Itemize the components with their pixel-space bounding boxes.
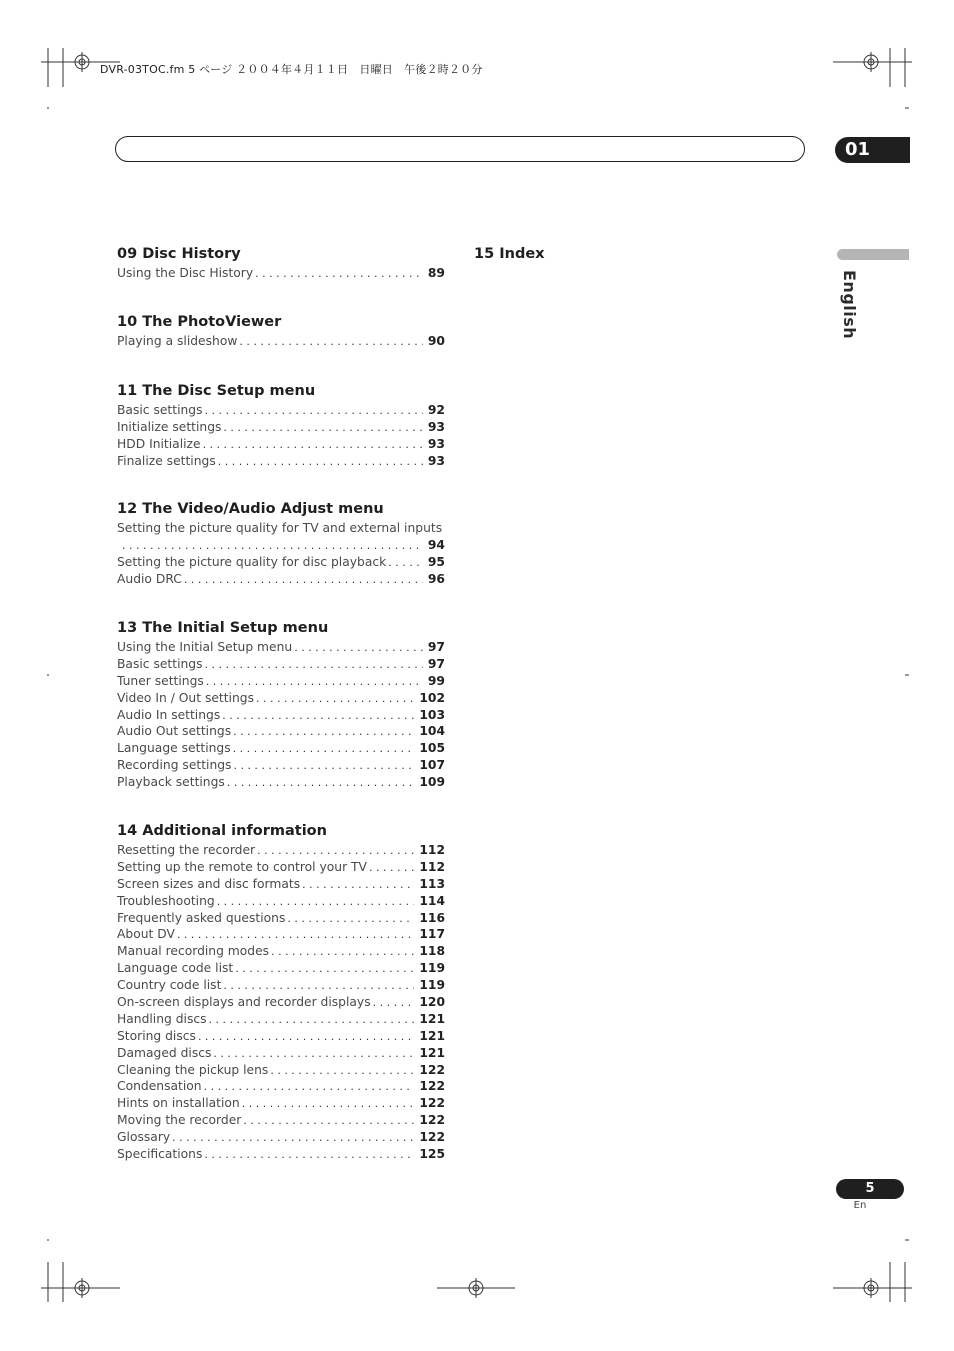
toc-entry-page: 118 — [419, 944, 445, 959]
toc-section-disc-setup — [117, 381, 445, 470]
dot-leader — [184, 572, 423, 589]
dot-leader — [209, 1012, 415, 1029]
toc-entry-text: Cleaning the pickup lens — [117, 1062, 269, 1077]
toc-entry-page: 103 — [419, 707, 445, 722]
toc-entry-text: Language code list — [117, 961, 234, 976]
section-title: 11 The Disc Setup menu — [117, 383, 316, 399]
toc-entry-text: Screen sizes and disc formats — [117, 876, 301, 891]
toc-entry-page: 120 — [419, 995, 445, 1010]
toc-entry-text: Resetting the recorder — [117, 843, 256, 857]
dot-leader — [243, 1113, 414, 1130]
section-title: 12 The Video/Audio Adjust menu — [117, 501, 384, 517]
toc-entry-text: Basic settings — [117, 656, 203, 671]
toc-entry-page: 109 — [419, 775, 445, 790]
toc-entry-page: 97 — [427, 640, 445, 654]
dot-leader — [204, 1147, 414, 1164]
section-title: 09 Disc History — [117, 246, 241, 262]
dot-leader — [177, 927, 414, 944]
toc-entry-page: 119 — [419, 978, 445, 993]
toc-entry[interactable] — [117, 757, 445, 774]
toc-entry-text: Glossary — [117, 1130, 171, 1145]
toc-section-photoviewer — [117, 312, 445, 350]
toc-entry[interactable] — [117, 910, 445, 927]
dot-leader — [239, 334, 422, 351]
toc-entry-page: 96 — [427, 571, 445, 586]
toc-section-initial-setup — [117, 618, 445, 791]
section-title: 14 Additional information — [117, 823, 327, 839]
toc-entry[interactable] — [117, 926, 445, 943]
dot-leader — [373, 995, 415, 1012]
dot-leader — [369, 860, 414, 877]
toc-entry-page: 121 — [419, 1028, 445, 1043]
toc-section-additional-information — [117, 821, 445, 1163]
toc-entry-page: 122 — [419, 1130, 445, 1145]
section-title: 10 The PhotoViewer — [117, 314, 282, 330]
dot-leader — [205, 403, 423, 420]
dot-leader — [218, 454, 423, 471]
toc-entry[interactable] — [117, 537, 445, 554]
toc-entry[interactable] — [117, 1078, 445, 1095]
toc-entry[interactable] — [117, 876, 445, 893]
toc-entry-text: Manual recording modes — [117, 944, 270, 959]
toc-entry[interactable] — [117, 453, 445, 470]
dot-leader — [287, 911, 414, 928]
dot-leader — [233, 758, 414, 775]
toc-entry-page: 112 — [419, 859, 445, 874]
toc-entry[interactable] — [117, 842, 445, 859]
toc-entry[interactable] — [117, 419, 445, 436]
toc-entry-text: Recording settings — [117, 758, 232, 773]
toc-entry-text: Video In / Out settings — [117, 690, 254, 705]
toc-entry[interactable] — [117, 859, 445, 876]
toc-entry-text: Tuner settings — [117, 673, 204, 688]
section-title: 13 The Initial Setup menu — [117, 620, 329, 636]
toc-entry-page: 92 — [427, 403, 445, 417]
toc-entry-page: 117 — [419, 927, 445, 942]
toc-entry-page: 102 — [419, 690, 445, 705]
file-info-header: DVR-03TOC.fm 5 ページ ２００４年４月１１日 日曜日 午後２時２０分 — [100, 63, 483, 76]
toc-entry-page: 104 — [419, 724, 445, 739]
toc-entry-page: 119 — [419, 961, 445, 976]
toc-entry[interactable] — [117, 1129, 445, 1146]
toc-entry[interactable] — [117, 554, 445, 571]
dot-leader — [204, 1079, 415, 1096]
toc-entry-text: On-screen displays and recorder displays — [117, 995, 371, 1010]
toc-entry[interactable] — [117, 977, 445, 994]
toc-entry-page: 122 — [419, 1079, 445, 1094]
toc-entry[interactable] — [117, 740, 445, 757]
toc-entry-text: Frequently asked questions — [117, 910, 286, 925]
toc-section-index[interactable]: 15 Index — [474, 246, 545, 262]
toc-entry-text: Audio Out settings — [117, 724, 232, 739]
dot-leader — [233, 741, 415, 758]
dot-leader — [206, 674, 423, 691]
dot-leader — [256, 691, 414, 708]
toc-entry-text: Using the Initial Setup menu — [117, 640, 293, 654]
toc-entry-text: Troubleshooting — [117, 893, 215, 908]
toc-entry-text: Setting up the remote to control your TV — [117, 859, 367, 874]
dot-leader — [235, 961, 414, 978]
dot-leader — [223, 420, 422, 437]
toc-entry-text: Handling discs — [117, 1011, 207, 1026]
toc-entry[interactable] — [117, 774, 445, 791]
toc-entry-text: Specifications — [117, 1147, 203, 1162]
toc-entry-text: Language settings — [117, 741, 231, 756]
toc-entry-text: Country code list — [117, 978, 222, 993]
toc-entry[interactable] — [117, 1028, 445, 1045]
dot-leader — [302, 877, 414, 894]
dot-leader — [388, 555, 423, 572]
page-language-code: En — [853, 1200, 867, 1211]
toc-entry-text: Storing discs — [117, 1028, 196, 1043]
toc-entry-text: Finalize settings — [117, 453, 216, 468]
dot-leader — [203, 437, 423, 454]
toc-entry[interactable] — [117, 402, 445, 419]
dot-leader — [294, 640, 423, 657]
toc-entry-page: 105 — [419, 741, 445, 756]
toc-entry-page: 125 — [419, 1147, 445, 1162]
toc-entry[interactable] — [117, 571, 445, 588]
toc-entry-text: HDD Initialize — [117, 436, 201, 451]
dot-leader — [122, 538, 423, 555]
toc-entry-page: 114 — [419, 893, 445, 908]
toc-entry-text: Audio DRC — [117, 571, 182, 586]
dot-leader — [233, 724, 414, 741]
toc-entry-text: Playing a slideshow — [117, 334, 238, 348]
toc-entry-page: 112 — [419, 843, 445, 857]
toc-entry-page: 116 — [419, 910, 445, 925]
toc-entry-text: Basic settings — [117, 403, 203, 417]
language-tab-bar — [837, 249, 909, 260]
toc-entry[interactable] — [117, 436, 445, 453]
toc-entry-page: 122 — [419, 1062, 445, 1077]
dot-leader — [198, 1029, 414, 1046]
toc-entry-text: Playback settings — [117, 775, 225, 790]
toc-entry[interactable] — [117, 639, 445, 656]
toc-entry[interactable] — [117, 333, 445, 350]
header-rule-pill — [115, 136, 805, 162]
toc-section-video-audio-adjust — [117, 499, 445, 588]
toc-entry[interactable] — [117, 994, 445, 1011]
toc-entry-page: 99 — [427, 673, 445, 688]
toc-entry-page: 93 — [427, 419, 445, 434]
toc-entry[interactable] — [117, 265, 445, 282]
dot-leader — [255, 266, 423, 283]
dot-leader — [222, 708, 414, 725]
toc-entry-page: 89 — [427, 266, 445, 280]
dot-leader — [270, 1063, 414, 1080]
toc-entry[interactable] — [117, 1146, 445, 1163]
toc-entry-page: 121 — [419, 1045, 445, 1060]
toc-entry-text: Moving the recorder — [117, 1113, 242, 1128]
dot-leader — [242, 1096, 415, 1113]
dot-leader — [205, 657, 423, 674]
chapter-badge: 01 — [835, 137, 910, 163]
dot-leader — [172, 1130, 414, 1147]
toc-entry-text: About DV — [117, 927, 175, 942]
toc-entry-text: Setting the picture quality for disc playback — [117, 554, 387, 569]
toc-entry-text: Using the Disc History — [117, 266, 254, 280]
dot-leader — [271, 944, 414, 961]
toc-entry-text[interactable]: Setting the picture quality for TV and external inputs — [117, 521, 443, 535]
dot-leader — [227, 775, 415, 792]
toc-entry[interactable] — [117, 707, 445, 724]
toc-entry-page: 97 — [427, 656, 445, 671]
toc-entry[interactable] — [117, 1062, 445, 1079]
toc-entry-page: 93 — [427, 453, 445, 468]
toc-entry-page: 95 — [427, 554, 445, 569]
toc-entry-text: Damaged discs — [117, 1045, 212, 1060]
toc-entry[interactable] — [117, 960, 445, 977]
toc-entry[interactable] — [117, 1112, 445, 1129]
toc-entry[interactable] — [117, 1095, 445, 1112]
page-number-badge: 5 — [836, 1179, 904, 1199]
toc-entry[interactable] — [117, 690, 445, 707]
toc-entry-text: Condensation — [117, 1079, 202, 1094]
dot-leader — [257, 843, 414, 860]
toc-entry[interactable] — [117, 673, 445, 690]
dot-leader — [217, 894, 415, 911]
toc-entry-text: Initialize settings — [117, 419, 222, 434]
toc-entry-page: 122 — [419, 1113, 445, 1128]
language-tab-label: English — [840, 270, 859, 340]
toc-entry-text: Audio In settings — [117, 707, 221, 722]
toc-entry[interactable] — [117, 656, 445, 673]
toc-entry-text: Hints on installation — [117, 1096, 240, 1111]
toc-entry-page: 122 — [419, 1096, 445, 1111]
toc-entry-page: 113 — [419, 876, 445, 891]
toc-entry-page: 107 — [419, 758, 445, 773]
dot-leader — [213, 1046, 414, 1063]
toc-entry[interactable] — [117, 723, 445, 740]
toc-section-disc-history — [117, 244, 445, 282]
toc-entry-page: 90 — [427, 334, 445, 348]
language-tab — [840, 270, 870, 350]
toc-entry[interactable] — [117, 1011, 445, 1028]
toc-entry[interactable] — [117, 943, 445, 960]
toc-entry-page: 121 — [419, 1011, 445, 1026]
toc-entry-page: 94 — [427, 537, 445, 552]
toc-entry-page: 93 — [427, 436, 445, 451]
dot-leader — [223, 978, 414, 995]
toc-entry[interactable] — [117, 1045, 445, 1062]
toc-entry[interactable] — [117, 893, 445, 910]
